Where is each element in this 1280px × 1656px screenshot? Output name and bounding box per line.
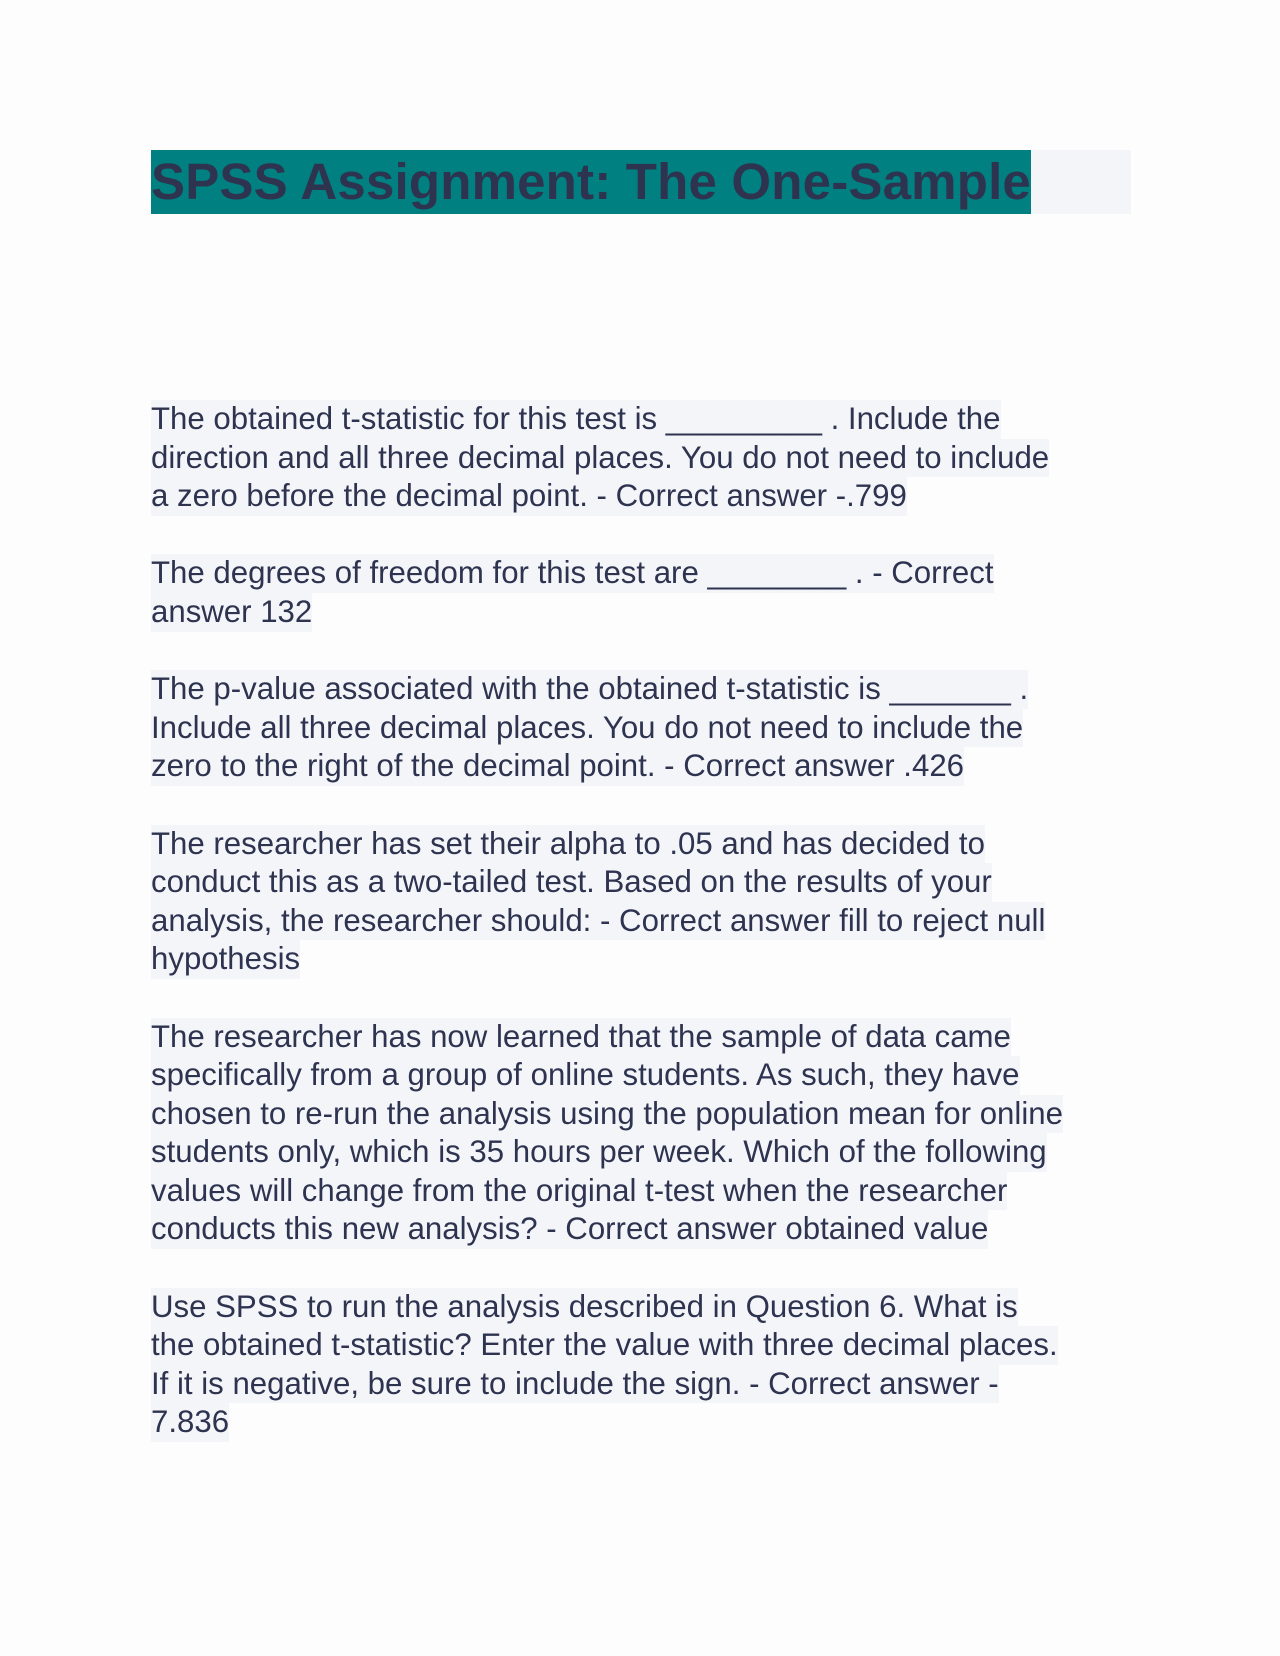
qa-line: chosen to re-run the analysis using the population mean for online — [151, 1095, 1063, 1134]
qa-line: conduct this as a two-tailed test. Based on the results of your — [151, 863, 992, 902]
qa-line: Include all three decimal places. You do not need to include the — [151, 709, 1023, 748]
qa-line: conducts this new analysis? - Correct answer obtained value — [151, 1210, 988, 1249]
qa-line: specifically from a group of online students. As such, they have — [151, 1056, 1020, 1095]
qa-line: students only, which is 35 hours per week. Which of the following — [151, 1133, 1047, 1172]
qa-item — [151, 1018, 1131, 1250]
qa-list — [151, 400, 1131, 1442]
qa-item — [151, 670, 1131, 786]
qa-line: The researcher has now learned that the sample of data came — [151, 1018, 1011, 1057]
document-title: SPSS Assignment: The One-Sample — [151, 150, 1031, 214]
qa-line: The researcher has set their alpha to .05 and has decided to — [151, 825, 985, 864]
qa-line: a zero before the decimal point. - Correct answer -.799 — [151, 477, 907, 516]
qa-line: 7.836 — [151, 1403, 229, 1442]
qa-item — [151, 825, 1131, 979]
qa-line: values will change from the original t-test when the researcher — [151, 1172, 1007, 1211]
qa-item — [151, 1288, 1131, 1442]
document-page — [151, 150, 1131, 1481]
qa-line: hypothesis — [151, 940, 300, 979]
qa-line: If it is negative, be sure to include the sign. - Correct answer - — [151, 1365, 999, 1404]
qa-line: zero to the right of the decimal point. - Correct answer .426 — [151, 747, 964, 786]
qa-line: answer 132 — [151, 593, 312, 632]
qa-line: The degrees of freedom for this test are ________ . - Correct — [151, 554, 994, 593]
qa-line: analysis, the researcher should: - Correct answer fill to reject null — [151, 902, 1045, 941]
qa-line: Use SPSS to run the analysis described in Question 6. What is — [151, 1288, 1018, 1327]
qa-item — [151, 554, 1131, 631]
title-block — [151, 150, 1131, 214]
qa-line: The p-value associated with the obtained t-statistic is _______ . — [151, 670, 1028, 709]
qa-line: direction and all three decimal places. You do not need to include — [151, 439, 1049, 478]
qa-line: the obtained t-statistic? Enter the value with three decimal places. — [151, 1326, 1058, 1365]
qa-item — [151, 400, 1131, 516]
qa-line: The obtained t-statistic for this test is _________ . Include the — [151, 400, 1001, 439]
